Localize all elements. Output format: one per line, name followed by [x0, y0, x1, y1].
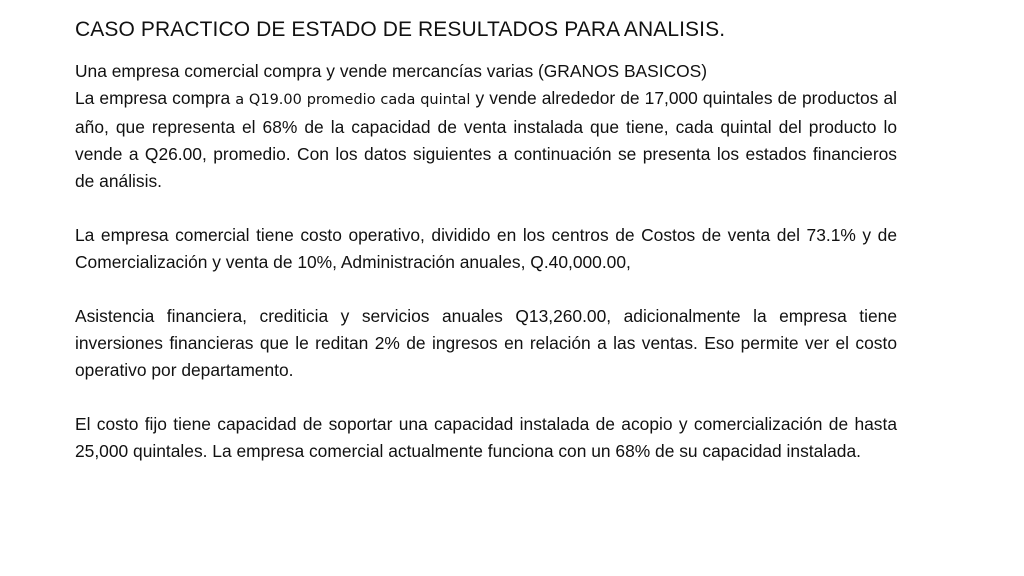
spacer	[75, 276, 897, 303]
paragraph-operating-cost: La empresa comercial tiene costo operativo, dividido en los centros de Costos de venta del 73.1% y de Comercialización y venta de 10%, Administración anuales, Q.40,000.00,	[75, 225, 897, 272]
purchase-lead-text: La empresa compra	[75, 88, 236, 108]
intro-line: Una empresa comercial compra y vende mercancías varias (GRANOS BASICOS)	[75, 61, 708, 81]
slide-content	[75, 16, 897, 465]
spacer	[75, 195, 897, 222]
slide-title: CASO PRACTICO DE ESTADO DE RESULTADOS PARA ANALISIS.	[75, 18, 726, 41]
paragraph-purchase	[75, 85, 897, 195]
spacer	[75, 384, 897, 411]
purchase-rest-text: y vende alrededor de 17,000 quintales de productos al año, que representa el 68% de la capacidad de venta instalada que tiene, cada quintal del producto lo vende a Q26.00, promedio. Con los datos siguientes a continuación se presenta los estados financieros de análisis.	[75, 88, 897, 191]
paragraph-fixed-cost: El costo fijo tiene capacidad de soportar una capacidad instalada de acopio y comercialización de hasta 25,000 quintales. La empresa comercial actualmente funciona con un 68% de su capacidad instalada.	[75, 414, 897, 461]
paragraph-financial-assistance: Asistencia financiera, crediticia y servicios anuales Q13,260.00, adicionalmente la empresa tiene inversiones financieras que le reditan 2% de ingresos en relación a las ventas. Eso permite ver el costo operativo por departamento.	[75, 306, 897, 380]
purchase-price-text: a Q19.00 promedio cada quintal	[235, 92, 471, 108]
